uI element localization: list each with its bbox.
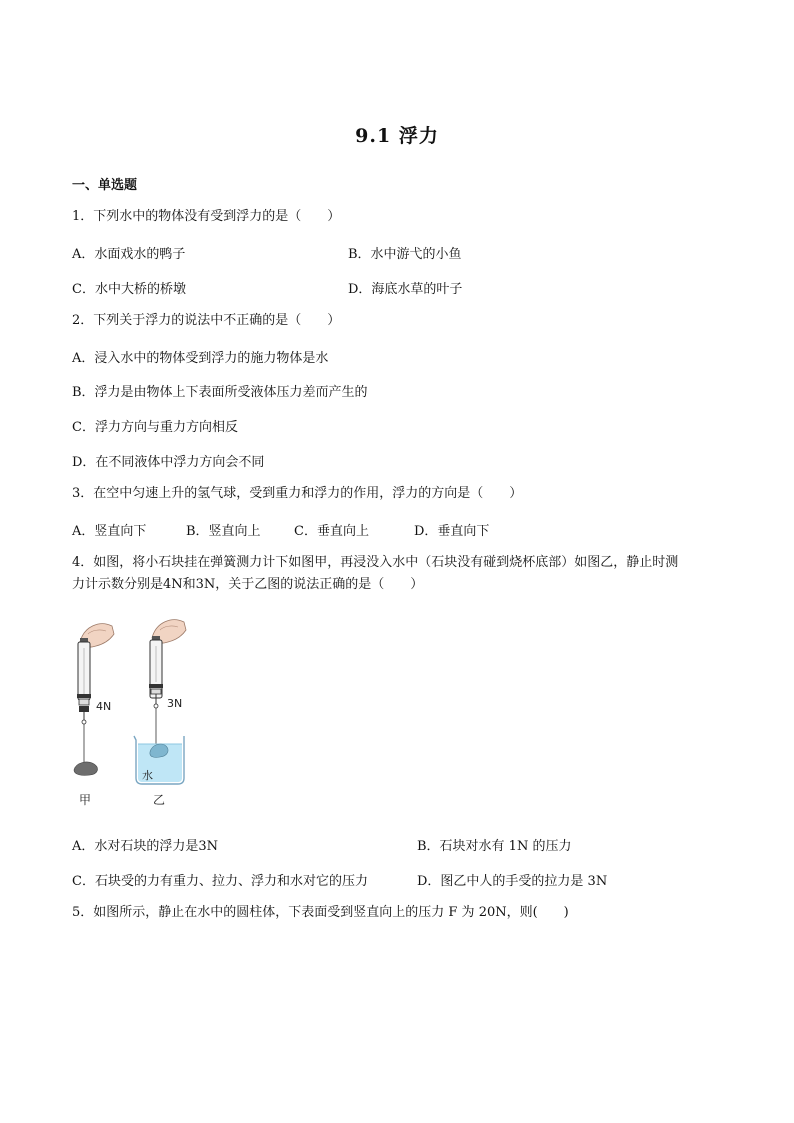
question-5-stem: 5．如图所示，静止在水中的圆柱体，下表面受到竖直向上的压力 F 为 20N，则( ) bbox=[72, 905, 569, 920]
q4-option-b: B．石块对水有 1N 的压力 bbox=[417, 839, 572, 854]
water-label: 水 bbox=[142, 769, 153, 782]
section-heading: 一、单选题 bbox=[72, 178, 138, 193]
page-title: 9.1 浮力 bbox=[355, 125, 439, 147]
spring-balance-figure bbox=[60, 612, 210, 817]
q4-option-a: A．水对石块的浮力是3N bbox=[72, 839, 219, 854]
caption-left: 甲 bbox=[79, 793, 92, 807]
question-1-stem: 1．下列水中的物体没有受到浮力的是（ ） bbox=[72, 209, 341, 224]
question-4-stem-line2: 力计示数分别是4N和3N，关于乙图的说法正确的是（ ） bbox=[72, 577, 424, 592]
q1-option-d: D．海底水草的叶子 bbox=[348, 282, 463, 297]
reading-label-right: 3N bbox=[167, 697, 183, 710]
spring-balance-right bbox=[149, 636, 163, 744]
q2-option-c: C．浮力方向与重力方向相反 bbox=[72, 420, 238, 435]
reading-label-left: 4N bbox=[96, 700, 112, 713]
figure-drawing bbox=[60, 612, 210, 817]
q1-option-a: A．水面戏水的鸭子 bbox=[72, 247, 186, 262]
q2-option-d: D．在不同液体中浮力方向会不同 bbox=[72, 455, 265, 470]
q4-option-c: C．石块受的力有重力、拉力、浮力和水对它的压力 bbox=[72, 874, 368, 889]
q1-option-c: C．水中大桥的桥墩 bbox=[72, 282, 186, 297]
q3-option-c: C．垂直向上 bbox=[294, 524, 369, 539]
q3-option-d: D．垂直向下 bbox=[414, 524, 490, 539]
q3-option-b: B．竖直向上 bbox=[186, 524, 261, 539]
caption-right: 乙 bbox=[153, 793, 166, 807]
question-4-stem-line1: 4．如图，将小石块挂在弹簧测力计下如图甲，再浸没入水中（石块没有碰到烧杯底部）如图乙，静止时测 bbox=[72, 555, 679, 570]
stone-left bbox=[74, 762, 97, 775]
q3-option-a: A．竖直向下 bbox=[72, 524, 147, 539]
q1-option-b: B．水中游弋的小鱼 bbox=[348, 247, 462, 262]
question-2-stem: 2．下列关于浮力的说法中不正确的是（ ） bbox=[72, 313, 341, 328]
q2-option-b: B．浮力是由物体上下表面所受液体压力差而产生的 bbox=[72, 385, 368, 400]
q4-option-d: D．图乙中人的手受的拉力是 3N bbox=[417, 874, 608, 889]
question-3-stem: 3．在空中匀速上升的氢气球，受到重力和浮力的作用，浮力的方向是（ ） bbox=[72, 486, 523, 501]
q2-option-a: A．浸入水中的物体受到浮力的施力物体是水 bbox=[72, 351, 329, 366]
spring-balance-left bbox=[77, 638, 91, 762]
